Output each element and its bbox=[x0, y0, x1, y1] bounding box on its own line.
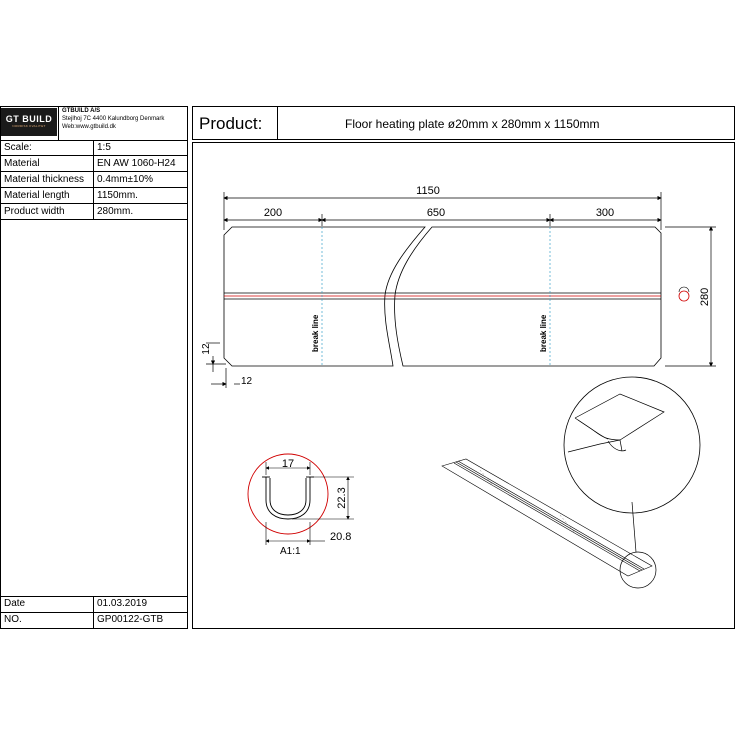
date-value: 01.03.2019 bbox=[97, 598, 148, 609]
spec-label-thickness: Material thickness bbox=[4, 174, 85, 185]
isometric-leader bbox=[632, 502, 636, 552]
groove-end-marker bbox=[679, 291, 689, 301]
dim-seg-left: 200 bbox=[263, 207, 283, 219]
break-line-label-right: break line bbox=[539, 314, 548, 352]
break-lines bbox=[322, 227, 550, 366]
dim-seg-right: 300 bbox=[595, 207, 615, 219]
spec-value-material: EN AW 1060-H24 bbox=[97, 158, 176, 169]
dim-width: 280 bbox=[699, 287, 711, 307]
dim-overall-length: 1150 bbox=[416, 185, 440, 197]
detail-profile bbox=[262, 477, 314, 519]
break-line-label-left: break line bbox=[311, 314, 320, 352]
spec-label-scale: Scale: bbox=[4, 142, 32, 153]
dimension-lines bbox=[206, 192, 716, 388]
plate-outline bbox=[224, 227, 661, 366]
enlarged-detail-plate bbox=[568, 394, 664, 452]
detail-scale-label: A1:1 bbox=[280, 546, 301, 557]
detail-dim-height: 22.3 bbox=[336, 487, 348, 509]
dim-corner-vertical: 12 bbox=[201, 343, 212, 355]
groove-lines bbox=[224, 293, 661, 299]
logo-tagline: NORDISK KVALITET bbox=[12, 124, 46, 128]
detail-dim-outer: 20.8 bbox=[330, 531, 352, 543]
company-address: Stejlhoj 7C 4400 Kalundborg Denmark bbox=[62, 116, 165, 122]
spec-value-scale: 1:5 bbox=[97, 142, 111, 153]
product-label: Product: bbox=[199, 114, 263, 133]
dim-corner-horizontal: 12 bbox=[241, 376, 253, 387]
spec-value-width: 280mm. bbox=[97, 206, 134, 217]
number-value: GP00122-GTB bbox=[97, 614, 164, 625]
spec-label-material: Material bbox=[4, 158, 40, 169]
logo-text: GT BUILD bbox=[5, 114, 53, 124]
number-label: NO. bbox=[4, 614, 22, 625]
date-label: Date bbox=[4, 598, 26, 609]
company-web: Web:www.gtbuild.dk bbox=[62, 124, 116, 130]
dim-seg-middle: 650 bbox=[426, 207, 446, 219]
spec-label-width: Product width bbox=[4, 206, 65, 217]
product-title: Floor heating plate ø20mm x 280mm x 1150mm bbox=[345, 117, 600, 131]
isometric-plate bbox=[442, 459, 652, 576]
spec-value-length: 1150mm. bbox=[97, 190, 138, 201]
spec-value-thickness: 0.4mm±10% bbox=[97, 174, 154, 185]
spec-label-length: Material length bbox=[4, 190, 70, 201]
enlarged-detail-circle bbox=[564, 377, 700, 513]
company-name: GTBUILD A/S bbox=[62, 108, 101, 114]
detail-dim-width: 17 bbox=[281, 458, 295, 470]
